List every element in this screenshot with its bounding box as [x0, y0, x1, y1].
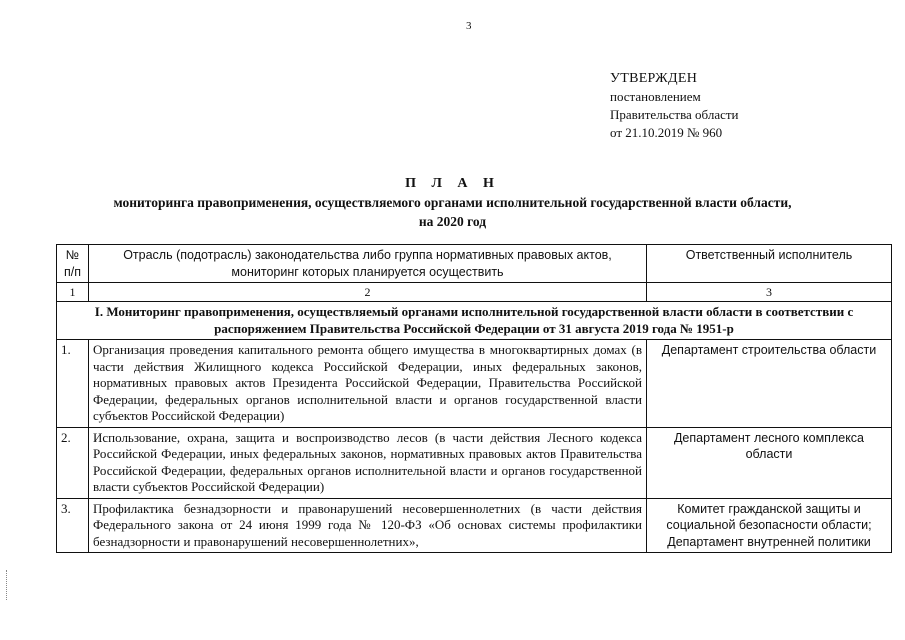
- column-number-row: [57, 283, 892, 302]
- row-legislation: Организация проведения капитального ремонта общего имущества в многоквартирных домах (в части действия Жилищного кодекса Российской Федерации, иных федеральных законов, нормативных правовых актов Президента Российской Федерации, Правительства Российской Федерации, федеральных органов исполнительной власти и органов государственной власти субъектов Российской Федерации): [89, 340, 647, 428]
- page-number: 3: [466, 20, 472, 32]
- scan-margin-mark: [6, 570, 11, 600]
- table-row: [57, 340, 892, 428]
- approval-line-3: от 21.10.2019 № 960: [610, 125, 723, 140]
- approval-line-1: постановлением: [610, 89, 701, 104]
- document-title: [40, 174, 865, 231]
- approval-heading: УТВЕРЖДЕН: [610, 71, 698, 86]
- section-heading: I. Мониторинг правоприменения, осуществляемый органами исполнительной государственной власти области в соответствии с распоряжением Правительства Российской Федерации от 31 августа 2019 года № 1951-р: [57, 302, 892, 340]
- plan-table: [56, 244, 892, 553]
- row-executor: Департамент строительства области: [647, 340, 892, 428]
- table-row: [57, 427, 892, 498]
- table-header-row: [57, 245, 892, 283]
- approval-line-2: Правительства области: [610, 107, 739, 122]
- row-executor: Комитет гражданской защиты и социальной безопасности области; Департамент внутренней политики: [647, 498, 892, 553]
- header-executor: Ответственный исполнитель: [647, 245, 892, 283]
- column-number: 2: [89, 283, 647, 302]
- title-line-1: мониторинга правоприменения, осуществляемого органами исполнительной государственной власти области,: [113, 195, 792, 210]
- approval-stamp: [610, 70, 739, 142]
- row-legislation: Профилактика безнадзорности и правонарушений несовершеннолетних (в части действия Федерального закона от 24 июня 1999 года № 120-ФЗ «Об основах системы профилактики безнадзорности и правонарушений несовершеннолетних»,: [89, 498, 647, 553]
- column-number: 3: [647, 283, 892, 302]
- row-number: 3.: [57, 498, 89, 553]
- row-legislation: Использование, охрана, защита и воспроизводство лесов (в части действия Лесного кодекса Российской Федерации, иных федеральных законов, нормативных правовых актов Правительства Российской Федерации, федеральных органов исполнительной власти и органов государственной власти субъектов Российской Федерации): [89, 427, 647, 498]
- title-plan: П Л А Н: [405, 176, 500, 191]
- table-row: [57, 498, 892, 553]
- row-number: 1.: [57, 340, 89, 428]
- section-row: [57, 302, 892, 340]
- row-executor: Департамент лесного комплекса области: [647, 427, 892, 498]
- header-number: № п/п: [57, 245, 89, 283]
- row-number: 2.: [57, 427, 89, 498]
- title-line-2: на 2020 год: [418, 214, 487, 229]
- column-number: 1: [57, 283, 89, 302]
- header-legislation: Отрасль (подотрасль) законодательства либо группа нормативных правовых актов, мониторинг которых планируется осуществить: [89, 245, 647, 283]
